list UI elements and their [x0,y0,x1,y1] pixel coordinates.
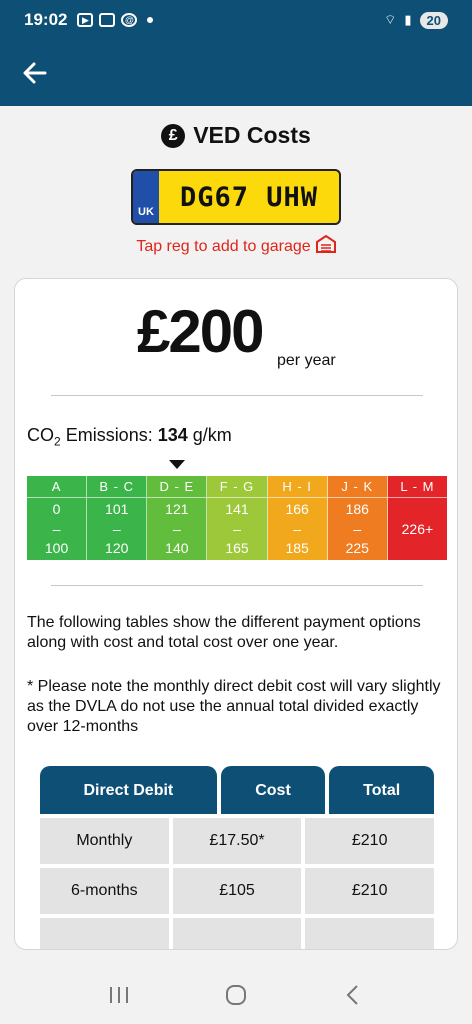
threads-icon: @ [121,13,137,27]
emission-bands [27,476,447,560]
divider [51,395,423,396]
emission-band [27,476,87,560]
band-from: 186 [345,501,369,517]
table-header [40,766,434,814]
table-row [40,818,434,864]
table-cell [40,918,169,950]
page-title-text: VED Costs [193,122,311,148]
column-header: Cost [221,766,326,814]
number-plate[interactable] [131,169,341,225]
band-to: 140 [165,540,189,556]
column-header: Direct Debit [40,766,217,814]
selected-band-marker-icon [169,460,185,469]
ved-card [14,278,458,950]
garage-icon [316,235,336,258]
recents-icon[interactable] [104,980,134,1010]
emission-band [268,476,328,560]
band-to: 185 [285,540,309,556]
band-to: 225 [345,540,369,556]
band-label: L - M [388,476,447,498]
band-label: J - K [328,476,387,498]
band-range [268,498,327,560]
notification-icons [77,13,153,27]
table-cell: £210 [305,818,434,864]
band-dash: – [112,520,121,537]
band-label: D - E [147,476,206,498]
wifi-icon: ⌔ [384,12,397,27]
band-from: 121 [165,501,189,517]
emission-band [147,476,207,560]
band-range [388,498,447,560]
home-icon[interactable] [221,980,251,1010]
co2-value: 134 [157,425,188,445]
table-cell: £210 [305,868,434,914]
battery-indicator: 20 [420,12,448,29]
band-label: B - C [87,476,146,498]
band-label: F - G [207,476,266,498]
garage-link-text: Tap reg to add to garage [136,237,311,255]
back-arrow-icon[interactable] [20,58,50,88]
table-cell: 6-months [40,868,169,914]
pound-icon: £ [161,124,185,148]
table-cell [305,918,434,950]
status-bar [0,0,472,40]
band-range [207,498,266,560]
info-text: The following tables show the different payment options along with cost and total cost over one year. [27,614,421,651]
table-cell: £105 [173,868,302,914]
plate-registration: DG67 UHW [179,181,319,213]
band-dash: – [293,520,302,537]
emission-band [388,476,447,560]
co2-emissions: $CO_2$ Emissions: 134 g/km [27,425,232,449]
band-range [27,498,86,560]
band-from: 0 [52,501,61,517]
band-range [328,498,387,560]
emission-band [328,476,388,560]
annual-cost: £200 [137,298,263,365]
table-row [40,918,434,950]
table-cell: £17.50* [173,818,302,864]
band-to: 100 [44,540,69,556]
band-range [87,498,146,560]
table-cell [173,918,302,950]
emission-band [207,476,267,560]
band-dash: – [233,520,241,537]
plate-country: UK [133,171,159,223]
band-range [147,498,206,560]
table-cell: Monthly [40,818,169,864]
band-label: H - I [268,476,327,498]
info-note: * Please note the monthly direct debit cost will vary slightly as the DVLA do not use the annual total divided exactly over 12-months [27,678,441,735]
band-from: 141 [225,501,249,517]
status-time: 19:02 [24,10,68,29]
page-title [0,122,472,149]
divider [51,585,423,586]
cost-period: per year [277,352,336,369]
band-dash: – [353,520,362,537]
band-value: 226+ [401,520,434,537]
band-to: 120 [105,540,129,556]
column-header: Total [329,766,434,814]
band-dash: – [172,520,181,537]
youtube-icon: ▶ [77,13,93,27]
payment-table [40,766,434,950]
table-row [40,868,434,914]
band-dash: – [52,520,61,537]
screenshot-icon [99,13,115,27]
band-label: A [27,476,86,498]
more-notifications-icon [147,17,153,23]
band-to: 165 [225,540,249,556]
band-from: 166 [285,501,309,517]
app-bar [0,40,472,106]
system-nav-bar [0,966,472,1024]
band-from: 101 [105,501,129,517]
system-icons [384,12,448,29]
back-icon[interactable] [338,980,368,1010]
emission-band [87,476,147,560]
add-to-garage-link[interactable] [0,235,472,258]
signal-icon: ▮ [404,12,412,27]
